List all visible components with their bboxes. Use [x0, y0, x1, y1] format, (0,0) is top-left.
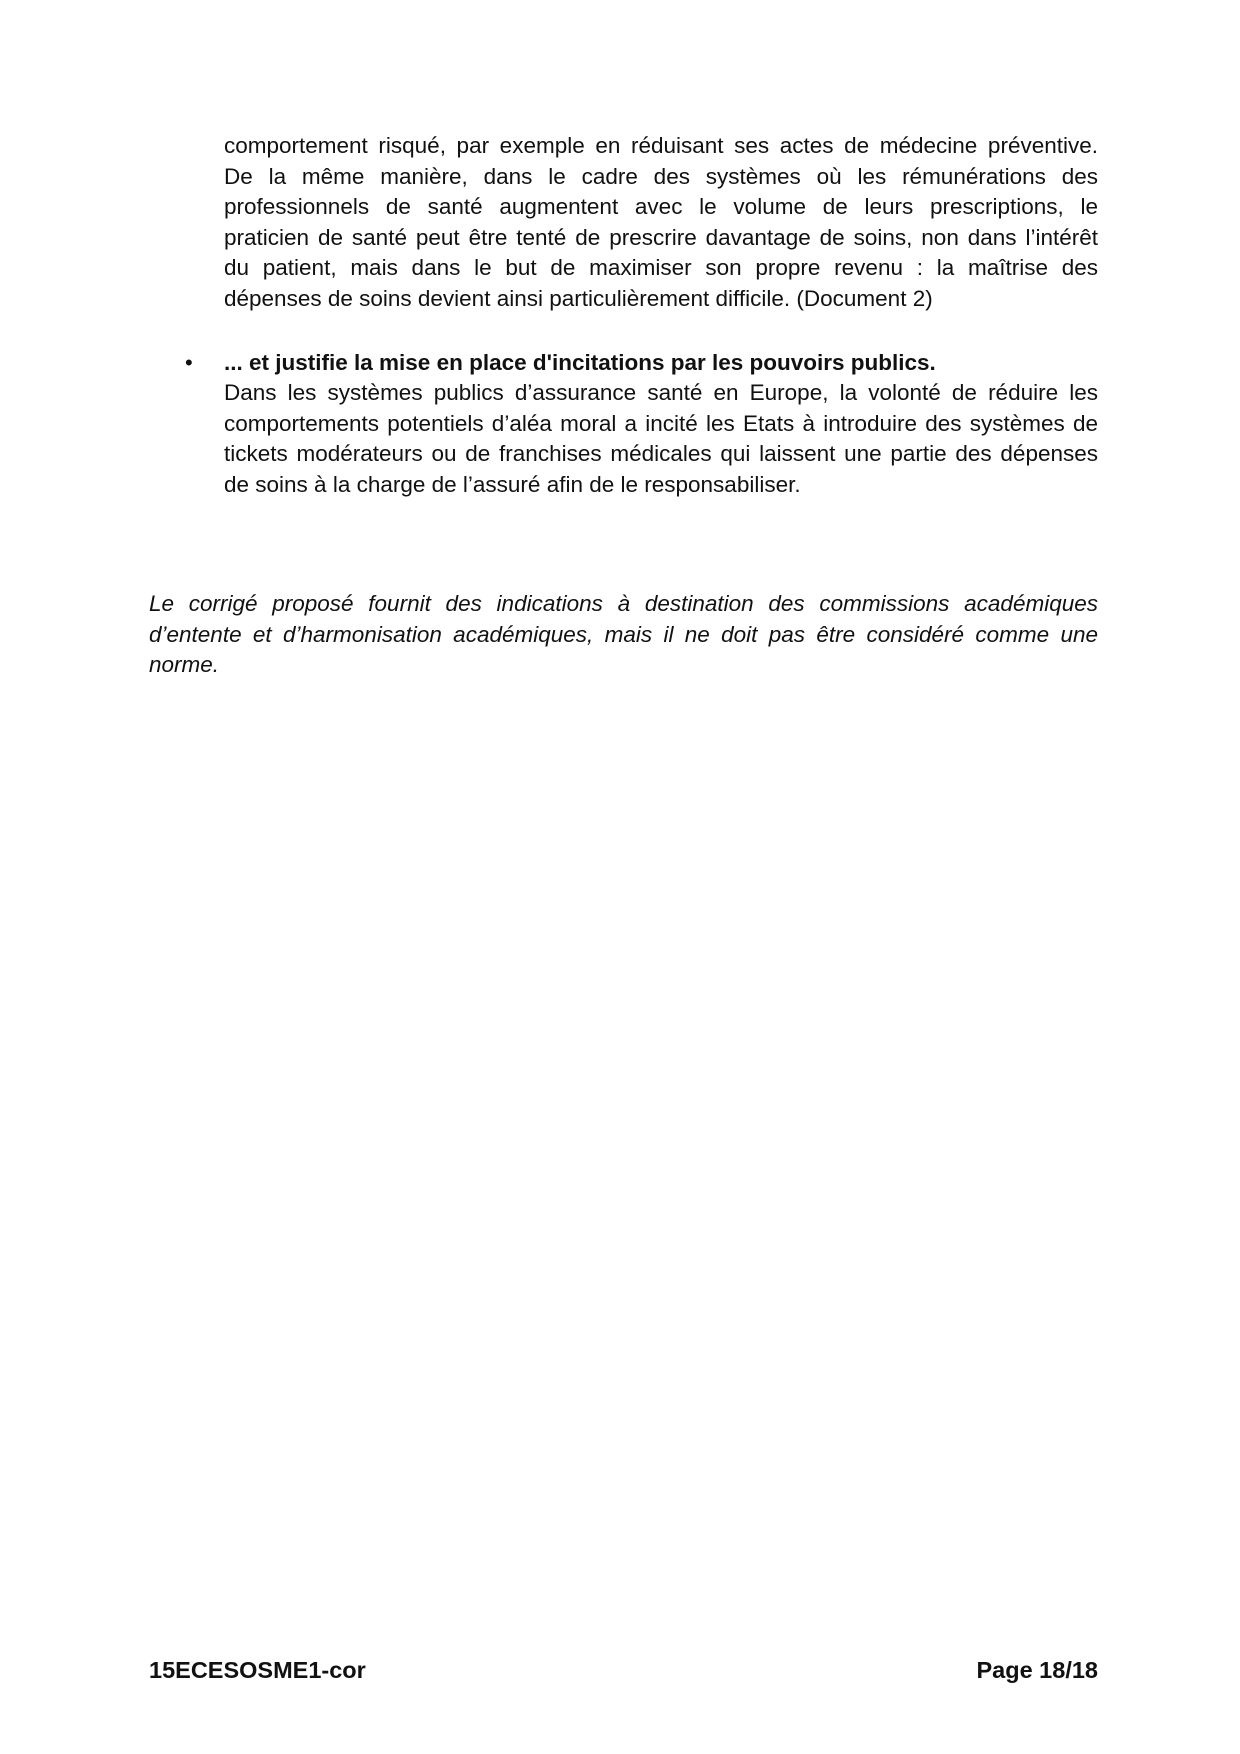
bullet-paragraph [224, 378, 1098, 500]
bullet-heading: ... et justifie la mise en place d'incitations par les pouvoirs publics. [224, 350, 936, 375]
text-line: du patient, mais dans le but de maximiser son propre revenu : la maîtrise des [224, 255, 1098, 280]
text-line: comportements potentiels d’aléa moral a incité les Etats à introduire des systèmes de [224, 410, 1098, 436]
continued-paragraph [224, 131, 1098, 314]
text-line: norme. [149, 652, 220, 677]
text-line: dépenses de soins devient ainsi particulièrement difficile. (Document 2) [224, 285, 933, 311]
bullet-icon: • [185, 350, 193, 375]
text-line: d’entente et d’harmonisation académiques, mais il ne doit pas être considéré comme une [149, 621, 1098, 647]
document-code: 15ECESOSME1-cor [149, 1657, 366, 1683]
text-line: De la même manière, dans le cadre des systèmes où les rémunérations des [224, 163, 1098, 189]
page-number: Page 18/18 [976, 1657, 1098, 1683]
correction-note [149, 589, 1098, 681]
text-line: praticien de santé peut être tenté de prescrire davantage de soins, non dans l’intérêt [224, 224, 1098, 250]
text-line: Dans les systèmes publics d’assurance santé en Europe, la volonté de réduire les [224, 380, 1098, 405]
text-line: professionnels de santé augmentent avec le volume de leurs prescriptions, le [224, 194, 1098, 219]
text-line: tickets modérateurs ou de franchises médicales qui laissent une partie des dépenses [224, 441, 1098, 466]
text-line: comportement risqué, par exemple en réduisant ses actes de médecine préventive. [224, 133, 1098, 158]
text-line: de soins à la charge de l’assuré afin de le responsabiliser. [224, 471, 801, 497]
text-line: Le corrigé proposé fournit des indications à destination des commissions académiques [149, 591, 1098, 616]
